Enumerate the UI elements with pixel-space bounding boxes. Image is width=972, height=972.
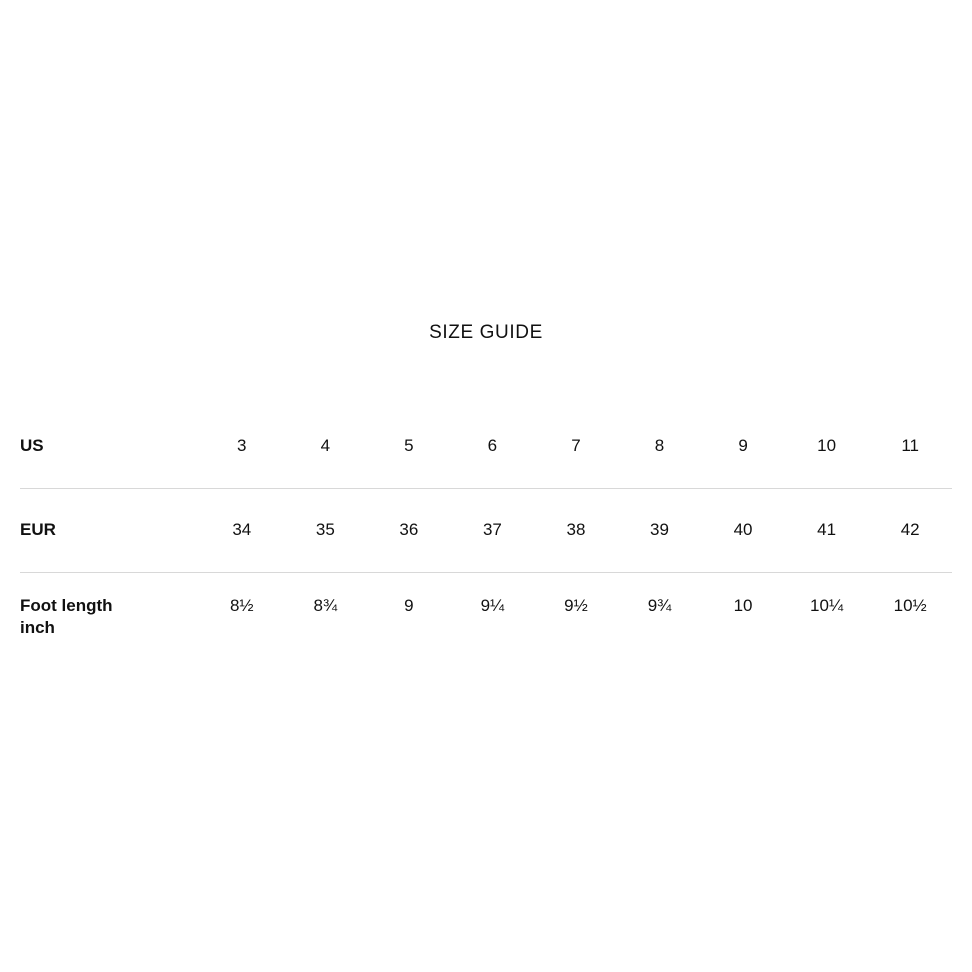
table-cell: 38 — [566, 520, 586, 539]
table-cell: 6 — [487, 435, 498, 455]
table-cell: 10 — [817, 435, 837, 455]
table-cell: 10¼ — [810, 595, 844, 615]
table-cell: 36 — [399, 520, 419, 539]
table-cell: 9 — [404, 595, 414, 615]
table-cell: 9¼ — [480, 595, 505, 615]
row-label-us — [20, 404, 200, 488]
table-cell: 4 — [320, 435, 331, 455]
row-label-eur — [20, 488, 200, 572]
table-cell: 10½ — [893, 595, 927, 615]
table-cell: 35 — [315, 520, 335, 539]
size-guide-table — [20, 404, 952, 664]
table-cell: 41 — [817, 520, 837, 539]
table-cell: 37 — [482, 520, 502, 539]
size-guide-table-wrap — [20, 404, 952, 664]
table-cell: 40 — [733, 520, 753, 539]
table-cell: 9½ — [564, 595, 588, 615]
table-cell: 3 — [237, 435, 247, 455]
table-cell: 8½ — [229, 595, 254, 615]
table-row — [20, 488, 952, 572]
table-cell: 8¾ — [313, 595, 338, 615]
table-cell: 39 — [650, 520, 669, 539]
row-label-foot-length — [20, 572, 200, 664]
table-cell: 8 — [654, 435, 665, 455]
row-label-text: EUR — [20, 520, 56, 539]
row-label-text-line2: inch — [20, 617, 55, 637]
row-label-text: US — [20, 435, 44, 455]
row-label-text: Foot length — [20, 595, 113, 615]
table-row — [20, 404, 952, 488]
table-cell: 9 — [738, 435, 748, 455]
table-row — [20, 572, 952, 664]
table-cell: 11 — [901, 435, 920, 455]
table-cell: 42 — [900, 520, 920, 539]
table-cell: 5 — [404, 435, 414, 455]
page-title: SIZE GUIDE — [429, 322, 543, 343]
table-cell: 10 — [733, 595, 753, 615]
table-cell: 9¾ — [647, 595, 672, 615]
table-cell: 34 — [232, 520, 252, 539]
table-cell: 7 — [571, 435, 581, 455]
